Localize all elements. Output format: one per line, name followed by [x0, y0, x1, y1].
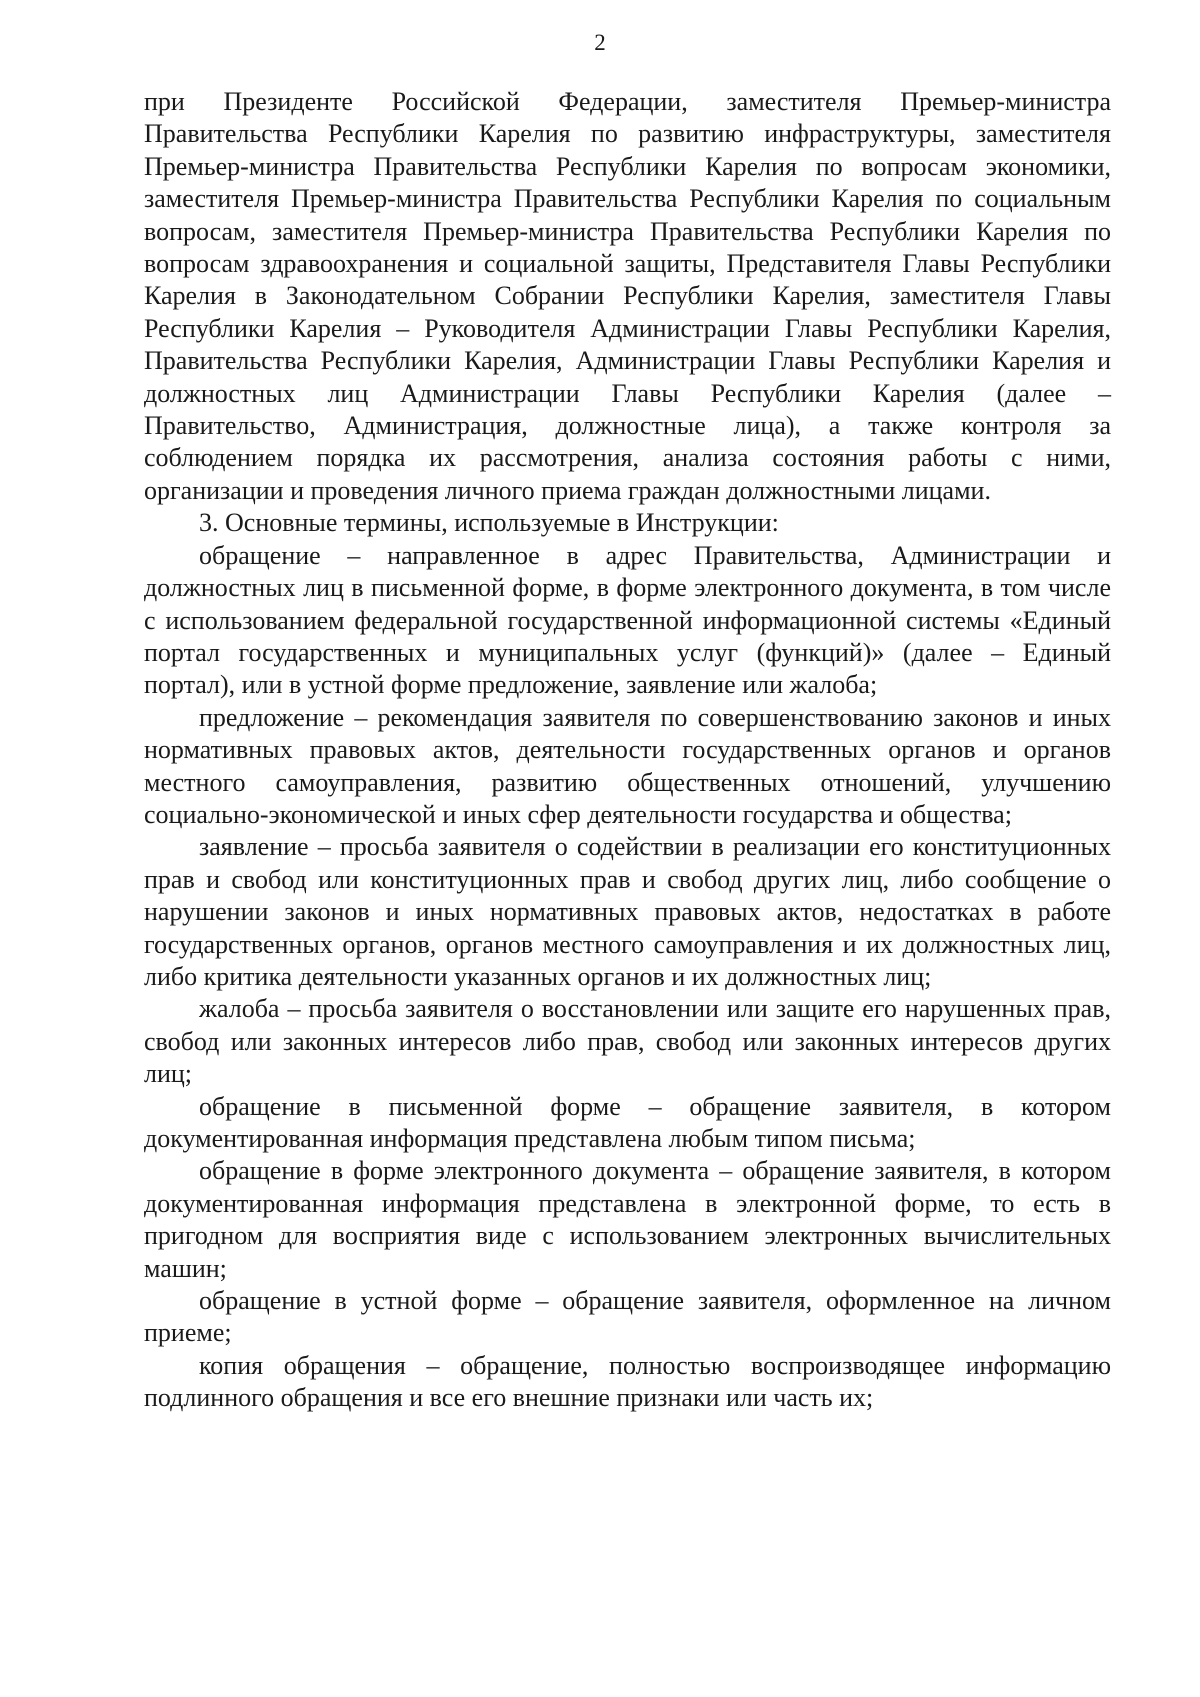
paragraph-term-written-appeal: обращение в письменной форме – обращение заявителя, в котором документированная информация представлена любым типом письма; [144, 1091, 1111, 1153]
paragraph-terms-heading: 3. Основные термины, используемые в Инструкции: [199, 508, 779, 538]
page-number: 2 [594, 30, 606, 55]
paragraph-term-oral-appeal: обращение в устной форме – обращение заявителя, оформленное на личном приеме; [144, 1286, 1111, 1348]
document-body [144, 86, 1111, 1415]
paragraph-scope-continuation: при Президенте Российской Федерации, заместителя Премьер-министра Правительства Республики Карелия по развитию инфраструктуры, заместителя Премьер-министра Правительства Республики Карелия по вопросам экономики, заместителя Премьер-министра Правительства Республики Карелия по социальным вопросам, заместителя Премьер-министра Правительства Республики Карелия по вопросам здравоохранения и социальной защиты, Представителя Главы Республики Карелия в Законодательном Собрании Республики Карелия, заместителя Главы Республики Карелия – Руководителя Администрации Главы Республики Карелия, Правительства Республики Карелия, Администрации Главы Республики Карелия и должностных лиц Администрации Главы Республики Карелия (далее – Правительство, Администрация, должностные лица), а также контроля за соблюдением порядка их рассмотрения, анализа состояния работы с ними, организации и проведения личного приема граждан должностными лицами. [144, 87, 1111, 505]
paragraph-term-appeal: обращение – направленное в адрес Правительства, Администрации и должностных лиц в письменной форме, в форме электронного документа, в том числе с использованием федеральной государственной информационной системы «Единый портал государственных и муниципальных услуг (функций)» (далее – Единый портал), или в устной форме предложение, заявление или жалоба; [144, 540, 1111, 700]
paragraph-term-complaint: жалоба – просьба заявителя о восстановлении или защите его нарушенных прав, свобод или законных интересов либо прав, свобод или законных интересов других лиц; [144, 994, 1111, 1089]
paragraph-term-statement: заявление – просьба заявителя о содействии в реализации его конституционных прав и свобод или конституционных прав и свобод других лиц, либо сообщение о нарушении законов и иных нормативных правовых актов, недостатках в работе государственных органов, органов местного самоуправления и их должностных лиц, либо критика деятельности указанных органов и их должностных лиц; [144, 832, 1111, 991]
paragraph-term-proposal: предложение – рекомендация заявителя по совершенствованию законов и иных нормативных правовых актов, деятельности государственных органов и органов местного самоуправления, развитию общественных отношений, улучшению социально-экономической и иных сфер деятельности государства и общества; [144, 702, 1111, 829]
paragraph-term-electronic-appeal: обращение в форме электронного документа – обращение заявителя, в котором документированная информация представлена в электронной форме, то есть в пригодном для восприятия виде с использованием электронных вычислительных машин; [144, 1156, 1111, 1283]
paragraph-term-appeal-copy: копия обращения – обращение, полностью воспроизводящее информацию подлинного обращения и все его внешние признаки или часть их; [144, 1350, 1111, 1413]
